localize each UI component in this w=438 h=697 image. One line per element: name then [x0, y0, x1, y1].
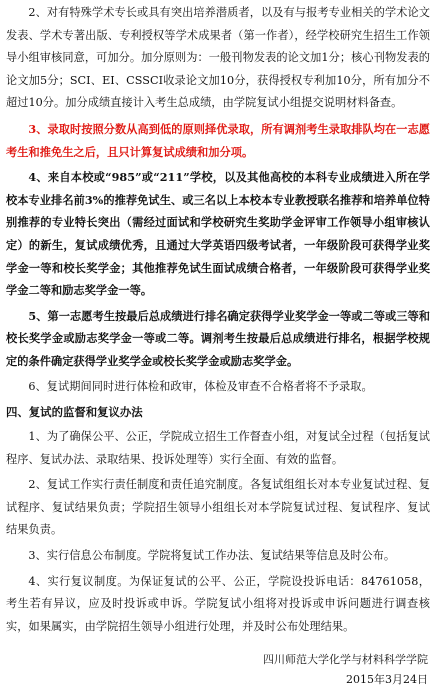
paragraph-scholarship-ranking: 5、第一志愿考生按最后总成绩进行排名确定获得学业奖学金一等或二等或三等和校长奖学金或励志奖学金一等或二等。调剂考生按最后总成绩进行排名，根据学校规定的条件确定获得学业奖学金或校长奖学金或励志奖学金。: [6, 308, 430, 368]
paragraph-admission-rule: 3、录取时按照分数从高到低的原则择优录取，所有调剂考生录取排队均在一志愿考生和推免生之后，且只计算复试成绩和加分项。: [6, 121, 430, 159]
section-title: 四、复试的监督和复议办法: [6, 405, 143, 420]
paragraph-scholarship-recommended: 4、来自本校或“985”或“211”学校，以及其他高校的本科专业成绩进入所在学校本专业排名前3%的推荐免试生、或三名以上本校本专业教授联名推荐和培养单位特别推荐的专业特长突出（需经过面试和学校研究生奖助学金评审工作领导小组审核认定）的新生，复试成绩优秀，且通过大学英语四级考试者，一年级阶段可获得学业奖学金一等和校长奖学金；其他推荐免试生面试成绩合格者，一年级阶段可获得学业奖学金二等和励志奖学金一等。: [6, 170, 430, 298]
paragraph-physical-exam: 6、复试期间同时进行体检和政审，体检及审查不合格者将不予录取。: [28, 379, 373, 393]
signature-block: [263, 650, 428, 690]
footer-organization: 四川师范大学化学与材料科学学院: [263, 653, 428, 666]
paragraph-info-publication: 3、实行信息公布制度。学院将复试工作办法、复试结果等信息及时公布。: [28, 549, 396, 563]
paragraph-supervision: 1、为了确保公平、公正，学院成立招生工作督查小组，对复试全过程（包括复试程序、复试办法、录取结果、投诉处理等）实行全面、有效的监督。: [6, 430, 430, 466]
paragraph-bonus-points: 2、对有特殊学术专长或具有突出培养潜质者，以及有与报考专业相关的学术论文发表、学术专著出版、专利授权等学术成果者（第一作者），经学校研究生招生工作领导小组审核同意，可加分。加分原则为：一般刊物发表的论文加1分；核心刊物发表的论文加5分；SCI、EI、CSSCI收录论文加10分，获得授权专利加10分，所有加分不超过10分。加分成绩直接计入考生总成绩，由学院复试小组提交说明材料备查。: [6, 6, 430, 110]
footer-date: 2015年3月24日: [346, 673, 428, 686]
paragraph-responsibility: 2、复试工作实行责任制度和责任追究制度。各复试组组长对本专业复试过程、复试程序、复试结果负责；学院招生领导小组组长对本学院复试过程、复试程序、复试结果负责。: [6, 478, 430, 537]
paragraph-reconsideration: 4、实行复议制度。为保证复试的公平、公正，学院设投诉电话：84761058，考生若有异议，应及时投诉或申诉。学院复试小组将对投诉或申诉问题进行调查核实，如果属实，由学院招生领导小组进行处理，并及时公布处理结果。: [6, 574, 430, 633]
